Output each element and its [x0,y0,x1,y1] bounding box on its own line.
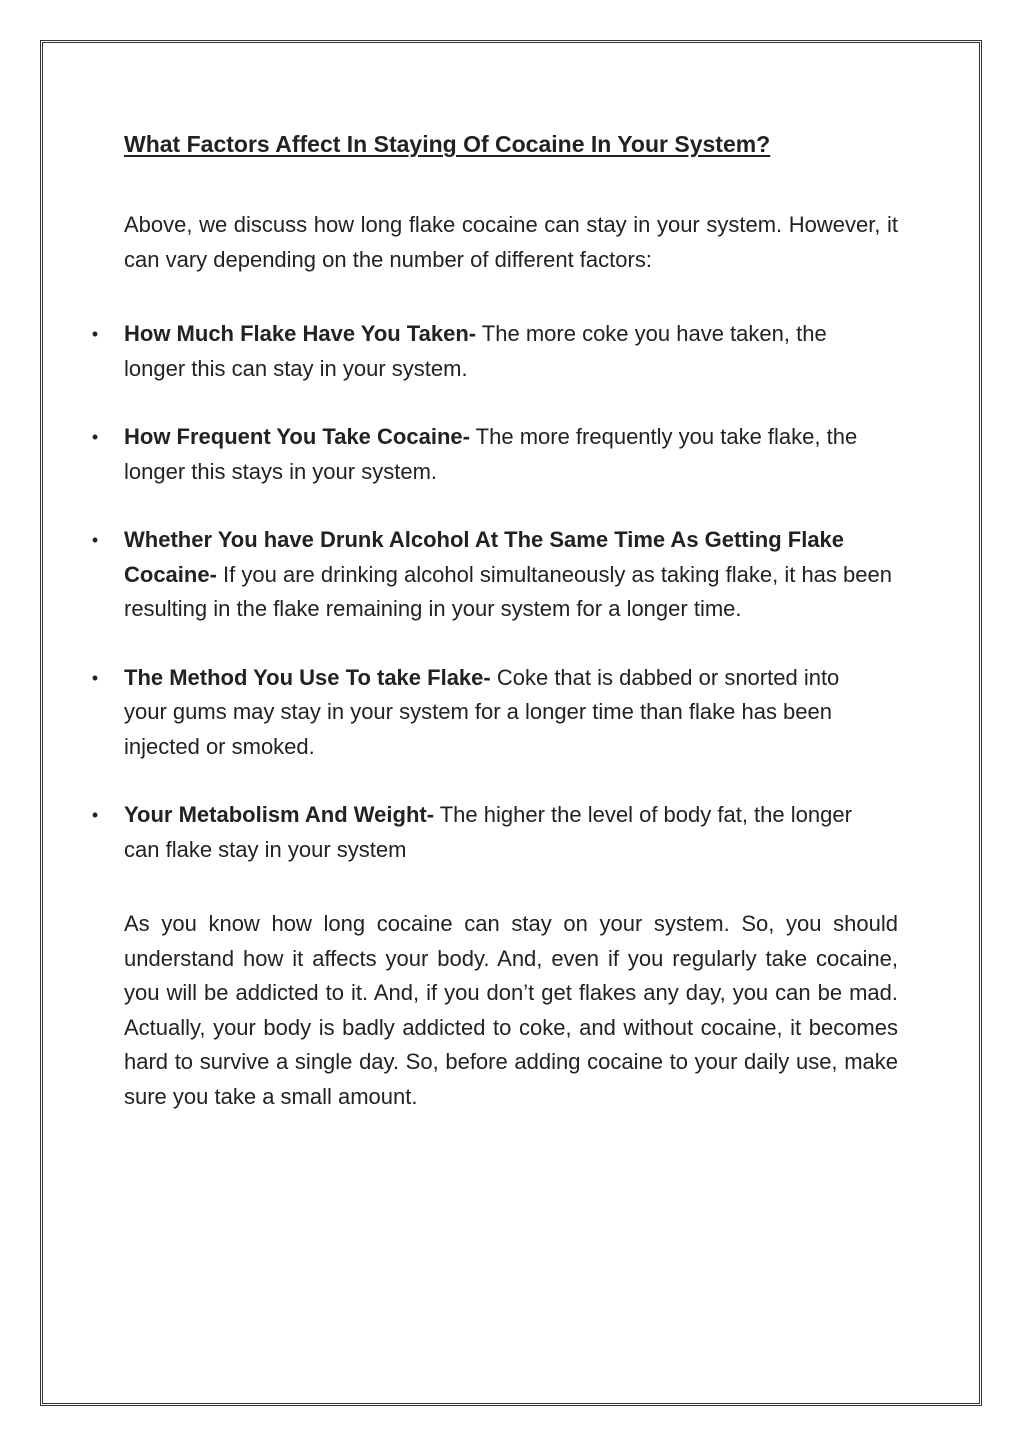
factors-list [91,317,898,867]
document-body [91,126,898,1114]
bullet-icon: • [91,667,99,688]
factor-title: How Much Flake Have You Taken- [124,321,477,346]
factor-text: The more frequently you take flake, the longer this stays in your system. [124,424,858,484]
factor-text: The more coke you have taken, the longer this can stay in your system. [124,321,827,381]
list-item [91,420,874,489]
list-item [91,798,869,867]
factor-title: Whether You have Drunk Alcohol At The Same Time As Getting Flake Cocaine- [124,527,845,587]
factor-text: Coke that is dabbed or snorted into your gums may stay in your system for a longer time than flake has been injected or smoked. [124,664,840,759]
bullet-icon: • [91,530,99,550]
bullet-icon: • [91,805,99,825]
list-item [91,317,829,386]
bullet-icon: • [91,324,99,344]
factor-text: If you are drinking alcohol simultaneously as taking flake, it has been resulting in the flake remaining in your system for a longer time. [124,561,892,621]
factor-title: Your Metabolism And Weight- [124,802,435,827]
list-item [91,661,874,765]
section-heading: What Factors Affect In Staying Of Cocaine In Your System? [124,131,771,157]
intro-paragraph: Above, we discuss how long flake cocaine can stay in your system. However, it can vary depending on the number of different factors: [124,212,898,272]
factor-title: The Method You Use To take Flake- [124,664,491,690]
closing-paragraph: As you know how long cocaine can stay on your system. So, you should understand how it affects your body. And, even if you regularly take cocaine, you will be addicted to it. And, if you don’t get flakes any day, you can be mad. Actually, your body is badly addicted to coke, and without cocaine, it becomes hard to survive a single day. So, before adding cocaine to your daily use, make sure you take a small amount. [124,911,898,1109]
bullet-icon: • [91,427,99,447]
list-item [91,523,894,627]
factor-text: The higher the level of body fat, the longer can flake stay in your system [124,802,852,862]
factor-title: How Frequent You Take Cocaine- [124,424,470,449]
